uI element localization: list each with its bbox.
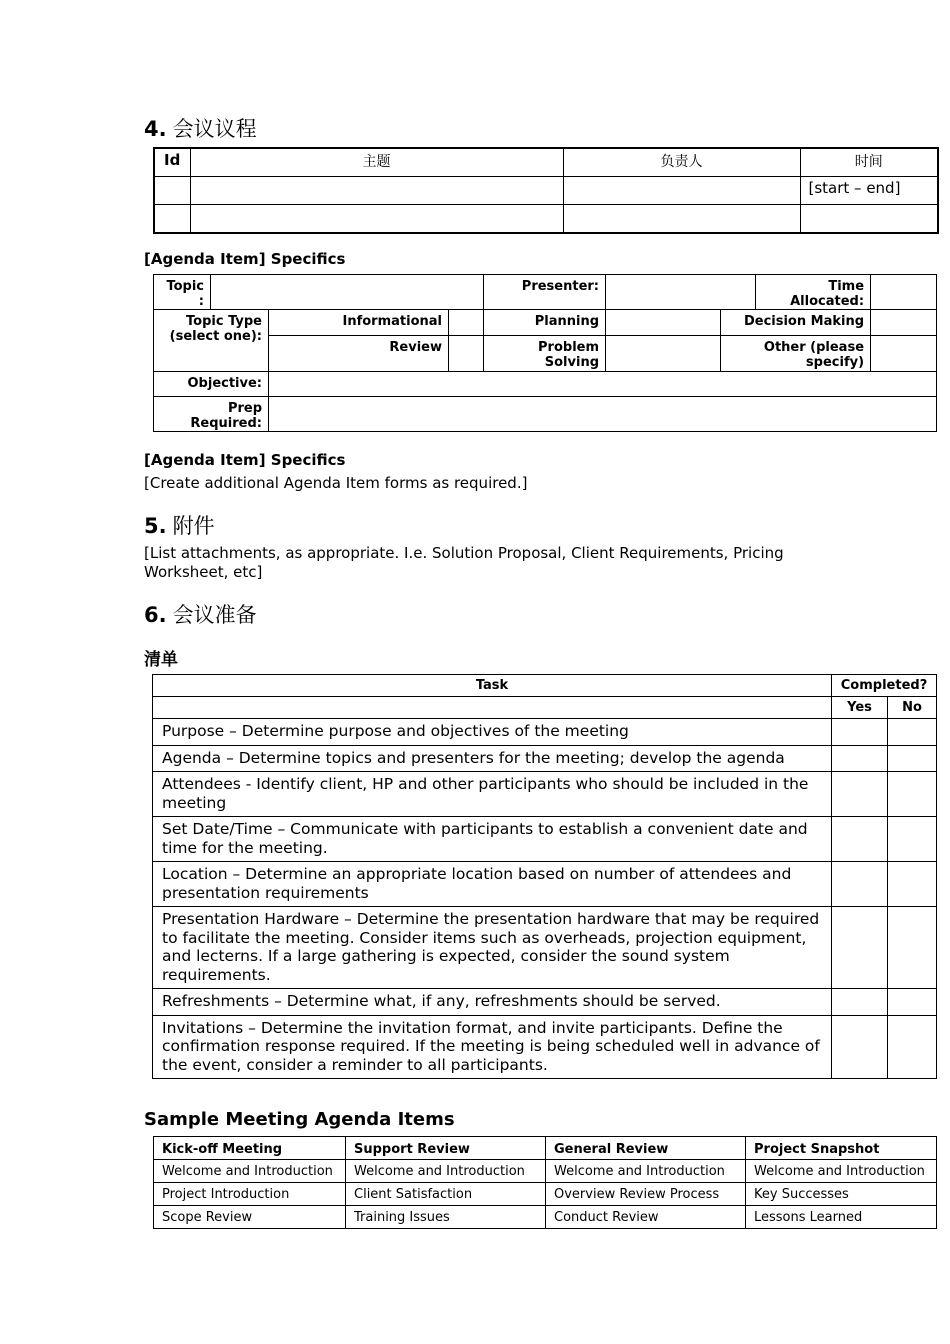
table-cell[interactable] bbox=[190, 177, 563, 205]
presenter-input[interactable] bbox=[606, 275, 756, 310]
task-header: Task bbox=[153, 675, 832, 697]
prep-required-label: Prep Required: bbox=[154, 397, 269, 432]
problem-solving-label: Problem Solving bbox=[484, 336, 606, 372]
header-owner: 负责人 bbox=[563, 148, 800, 177]
table-cell: Client Satisfaction bbox=[346, 1183, 546, 1206]
yes-checkbox[interactable] bbox=[832, 862, 888, 907]
no-checkbox[interactable] bbox=[888, 907, 937, 989]
table-cell: Welcome and Introduction bbox=[154, 1160, 346, 1183]
problem-solving-checkbox[interactable] bbox=[606, 336, 721, 372]
informational-checkbox[interactable] bbox=[449, 310, 484, 336]
no-checkbox[interactable] bbox=[888, 745, 937, 772]
table-row bbox=[153, 862, 937, 907]
table-cell: Conduct Review bbox=[546, 1206, 746, 1229]
section-4-heading bbox=[144, 116, 257, 142]
table-row bbox=[153, 772, 937, 817]
table-row bbox=[154, 1206, 937, 1229]
table-cell[interactable] bbox=[800, 205, 938, 234]
table-cell: Welcome and Introduction bbox=[746, 1160, 937, 1183]
time-allocated-label: Time Allocated: bbox=[756, 275, 871, 310]
header-kickoff: Kick-off Meeting bbox=[154, 1137, 346, 1160]
task-text: Attendees - Identify client, HP and other participants who should be included in the meeting bbox=[153, 772, 832, 817]
topic-label: Topic : bbox=[154, 275, 211, 310]
yes-checkbox[interactable] bbox=[832, 745, 888, 772]
no-header: No bbox=[888, 697, 937, 719]
no-checkbox[interactable] bbox=[888, 1015, 937, 1079]
yes-header: Yes bbox=[832, 697, 888, 719]
topic-input[interactable] bbox=[211, 275, 484, 310]
task-text: Refreshments – Determine what, if any, refreshments should be served. bbox=[153, 989, 832, 1016]
yes-checkbox[interactable] bbox=[832, 817, 888, 862]
agenda-table bbox=[153, 147, 939, 234]
header-id: Id bbox=[154, 148, 190, 177]
yes-checkbox[interactable] bbox=[832, 989, 888, 1016]
section-title: 会议议程 bbox=[172, 117, 257, 141]
table-header-row bbox=[153, 697, 937, 719]
table-cell: Scope Review bbox=[154, 1206, 346, 1229]
table-row bbox=[153, 719, 937, 746]
objective-label: Objective: bbox=[154, 372, 269, 397]
specifics-heading-2: [Agenda Item] Specifics bbox=[144, 451, 346, 469]
table-cell: Overview Review Process bbox=[546, 1183, 746, 1206]
table-row bbox=[153, 907, 937, 989]
header-time: 时间 bbox=[800, 148, 938, 177]
planning-label: Planning bbox=[484, 310, 606, 336]
form-row bbox=[154, 310, 937, 336]
form-row bbox=[154, 275, 937, 310]
other-label: Other (please specify) bbox=[721, 336, 871, 372]
no-checkbox[interactable] bbox=[888, 772, 937, 817]
task-text: Invitations – Determine the invitation format, and invite participants. Define the confirmation response required. If the meeting is being scheduled well in advance of the event, consider a reminder to all participants. bbox=[153, 1015, 832, 1079]
table-row bbox=[153, 745, 937, 772]
table-row bbox=[154, 177, 938, 205]
table-cell: Training Issues bbox=[346, 1206, 546, 1229]
no-checkbox[interactable] bbox=[888, 989, 937, 1016]
table-cell[interactable] bbox=[154, 205, 190, 234]
table-cell: Key Successes bbox=[746, 1183, 937, 1206]
task-text: Agenda – Determine topics and presenters for the meeting; develop the agenda bbox=[153, 745, 832, 772]
prep-required-input[interactable] bbox=[269, 397, 937, 432]
other-input[interactable] bbox=[871, 336, 937, 372]
time-allocated-input[interactable] bbox=[871, 275, 937, 310]
presenter-label: Presenter: bbox=[484, 275, 606, 310]
section-6-heading bbox=[144, 602, 257, 628]
no-checkbox[interactable] bbox=[888, 862, 937, 907]
header-general-review: General Review bbox=[546, 1137, 746, 1160]
objective-input[interactable] bbox=[269, 372, 937, 397]
table-row bbox=[153, 989, 937, 1016]
table-header-row bbox=[153, 675, 937, 697]
table-cell: Lessons Learned bbox=[746, 1206, 937, 1229]
specifics-note: [Create additional Agenda Item forms as required.] bbox=[144, 474, 528, 492]
header-support-review: Support Review bbox=[346, 1137, 546, 1160]
table-cell[interactable] bbox=[154, 177, 190, 205]
table-header-row bbox=[154, 1137, 937, 1160]
section-5-heading bbox=[144, 513, 215, 539]
table-cell[interactable] bbox=[563, 205, 800, 234]
table-row bbox=[153, 817, 937, 862]
topic-type-label: Topic Type (select one): bbox=[154, 310, 269, 372]
yes-checkbox[interactable] bbox=[832, 719, 888, 746]
yes-checkbox[interactable] bbox=[832, 1015, 888, 1079]
section-title: 附件 bbox=[172, 514, 215, 538]
decision-making-label: Decision Making bbox=[721, 310, 871, 336]
task-text: Presentation Hardware – Determine the presentation hardware that may be required to facilitate the meeting. Consider items such as overheads, projection equipment, and lecterns. If a large gathering is expected, consider the sound system requirements. bbox=[153, 907, 832, 989]
table-row bbox=[154, 205, 938, 234]
table-cell[interactable] bbox=[563, 177, 800, 205]
table-row bbox=[153, 1015, 937, 1079]
table-cell[interactable] bbox=[190, 205, 563, 234]
table-row bbox=[154, 1183, 937, 1206]
review-label: Review bbox=[269, 336, 449, 372]
table-row bbox=[154, 1160, 937, 1183]
agenda-item-specifics-form bbox=[153, 274, 937, 432]
form-row bbox=[154, 372, 937, 397]
checklist-heading: 清单 bbox=[144, 650, 178, 670]
task-text: Location – Determine an appropriate location based on number of attendees and presentation requirements bbox=[153, 862, 832, 907]
section-title: 会议准备 bbox=[172, 603, 257, 627]
task-text: Set Date/Time – Communicate with participants to establish a convenient date and time for the meeting. bbox=[153, 817, 832, 862]
yes-checkbox[interactable] bbox=[832, 907, 888, 989]
no-checkbox[interactable] bbox=[888, 817, 937, 862]
task-subheader bbox=[153, 697, 832, 719]
table-cell[interactable]: [start – end] bbox=[800, 177, 938, 205]
decision-making-checkbox[interactable] bbox=[871, 310, 937, 336]
sample-agenda-table bbox=[153, 1136, 937, 1229]
table-cell: Welcome and Introduction bbox=[546, 1160, 746, 1183]
no-checkbox[interactable] bbox=[888, 719, 937, 746]
informational-label: Informational bbox=[269, 310, 449, 336]
review-checkbox[interactable] bbox=[449, 336, 484, 372]
task-text: Purpose – Determine purpose and objectives of the meeting bbox=[153, 719, 832, 746]
sample-agenda-heading: Sample Meeting Agenda Items bbox=[144, 1109, 455, 1130]
attachments-note: [List attachments, as appropriate. I.e. Solution Proposal, Client Requirements, Pricing Worksheet, etc] bbox=[144, 544, 784, 581]
yes-checkbox[interactable] bbox=[832, 772, 888, 817]
specifics-heading: [Agenda Item] Specifics bbox=[144, 250, 346, 268]
form-row bbox=[154, 397, 937, 432]
section-number: 5. bbox=[144, 514, 167, 538]
form-row bbox=[154, 336, 937, 372]
section-number: 6. bbox=[144, 603, 167, 627]
header-topic: 主题 bbox=[190, 148, 563, 177]
checklist-table bbox=[152, 674, 937, 1079]
header-project-snapshot: Project Snapshot bbox=[746, 1137, 937, 1160]
table-header-row bbox=[154, 148, 938, 177]
table-cell: Welcome and Introduction bbox=[346, 1160, 546, 1183]
table-cell: Project Introduction bbox=[154, 1183, 346, 1206]
section-number: 4. bbox=[144, 117, 167, 141]
completed-header: Completed? bbox=[832, 675, 937, 697]
planning-checkbox[interactable] bbox=[606, 310, 721, 336]
